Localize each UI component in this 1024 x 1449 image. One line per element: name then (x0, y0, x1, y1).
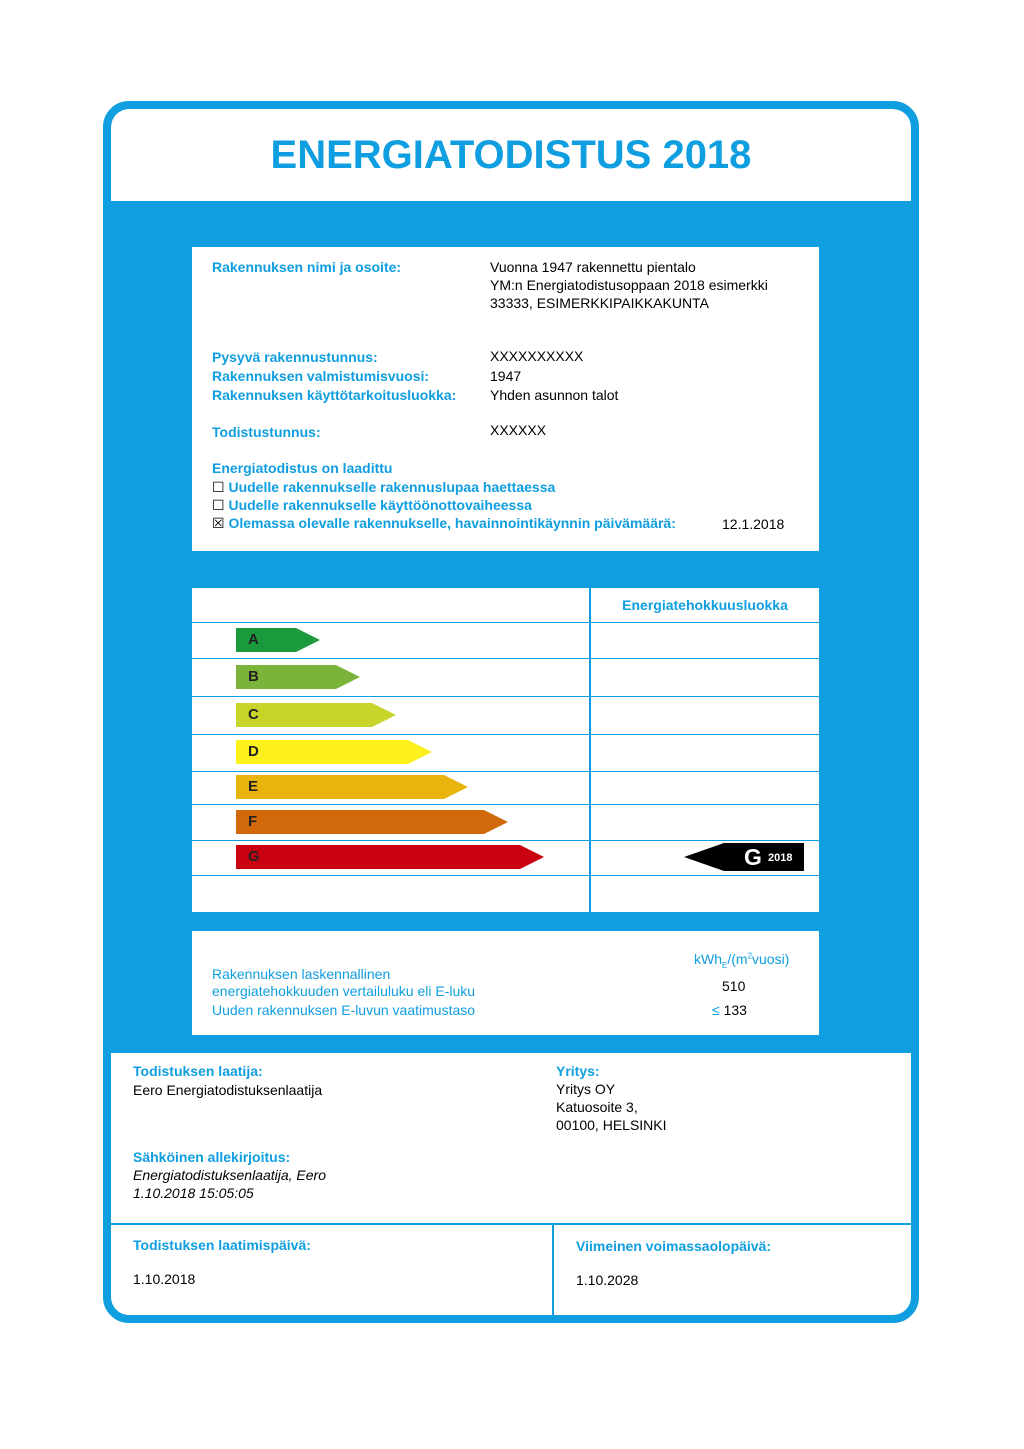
title-box (111, 109, 911, 201)
created-label: Todistuksen laatimispäivä: (133, 1237, 311, 1253)
unit-main: kWh (694, 951, 722, 967)
energy-class-arrow-a (236, 628, 320, 652)
unit-sup: 2 (747, 951, 753, 961)
company-line: 00100, HELSINKI (556, 1117, 667, 1133)
certificate-frame (103, 101, 919, 1323)
energy-class-arrow-g (236, 845, 544, 869)
result-rating-arrow (684, 843, 804, 871)
e-value: 510 (722, 978, 746, 994)
table-row-line (192, 696, 819, 697)
less-equal-symbol: ≤ (712, 1002, 720, 1018)
footer-divider (111, 1223, 911, 1225)
arrow-shape (236, 810, 508, 834)
made-for-label: Energiatodistus on laadittu (212, 460, 393, 476)
building-name-line: Vuonna 1947 rakennettu pientalo (490, 259, 696, 275)
class-value: Yhden asunnon talot (490, 387, 619, 403)
energy-class-letter: E (248, 778, 259, 795)
energy-class-letter: C (248, 706, 259, 723)
company-line: Yritys OY (556, 1081, 616, 1097)
option-label: Olemassa olevalle rakennukselle, havainnointikäynnin päivämäärä: (228, 515, 676, 531)
valid-label: Viimeinen voimassaolopäivä: (576, 1238, 772, 1254)
table-row-line (192, 734, 819, 735)
energy-class-letter: G (248, 848, 260, 865)
energy-class-letter: D (248, 743, 259, 760)
created-date: 1.10.2018 (133, 1271, 196, 1287)
option-label: Uudelle rakennukselle käyttöönottovaiheessa (228, 497, 532, 513)
option-row (212, 515, 676, 532)
table-row-line (192, 840, 819, 841)
signature-time: 1.10.2018 15:05:05 (133, 1185, 254, 1201)
company-label: Yritys: (556, 1063, 600, 1079)
table-row-line (192, 875, 819, 876)
e-value-panel (192, 931, 819, 1035)
checkbox-icon: ☐ (212, 497, 225, 513)
energy-class-letter: A (248, 631, 259, 648)
result-year: 2018 (768, 852, 793, 864)
author-label: Todistuksen laatija: (133, 1063, 263, 1079)
table-divider (589, 588, 591, 912)
class-label: Rakennuksen käyttötarkoitusluokka: (212, 387, 457, 403)
arrow-shape (236, 740, 432, 764)
option-row (212, 479, 555, 496)
energy-class-arrow-e (236, 775, 468, 799)
requirement-value (712, 1002, 747, 1018)
footer-divider (552, 1223, 554, 1323)
inspection-date: 12.1.2018 (722, 516, 785, 532)
energy-class-arrow-d (236, 740, 432, 764)
result-letter: G (744, 844, 762, 870)
requirement-number: 133 (723, 1002, 747, 1018)
table-row-line (192, 658, 819, 659)
unit-sub: E (722, 960, 728, 970)
option-label: Uudelle rakennukselle rakennuslupaa haettaessa (228, 479, 556, 495)
energy-class-letter: B (248, 668, 259, 685)
building-info-panel (192, 247, 819, 551)
cert-id-label: Todistustunnus: (212, 424, 321, 440)
option-row (212, 497, 532, 514)
page-title: ENERGIATODISTUS 2018 (270, 132, 752, 177)
energy-rating-table (192, 588, 819, 912)
cert-id-value: XXXXXX (490, 422, 547, 438)
year-label: Rakennuksen valmistumisvuosi: (212, 368, 430, 384)
author-name: Eero Energiatodistuksenlaatija (133, 1082, 323, 1098)
building-name-line: YM:n Energiatodistusoppaan 2018 esimerkki (490, 277, 768, 293)
company-line: Katuosoite 3, (556, 1099, 638, 1115)
arrow-shape (236, 703, 396, 727)
unit-rest: /(m (727, 951, 748, 967)
building-name-line: 33333, ESIMERKKIPAIKKAKUNTA (490, 295, 709, 311)
energy-class-arrow-f (236, 810, 508, 834)
table-row-line (192, 771, 819, 772)
building-name-label: Rakennuksen nimi ja osoite: (212, 259, 402, 275)
checkbox-icon: ☐ (212, 479, 225, 495)
valid-date: 1.10.2028 (576, 1272, 639, 1288)
arrow-shape (236, 845, 544, 869)
table-row-line (192, 622, 819, 623)
energy-class-arrow-c (236, 703, 396, 727)
energy-class-letter: F (248, 813, 258, 830)
building-id-label: Pysyvä rakennustunnus: (212, 349, 378, 365)
signature-name: Energiatodistuksenlaatija, Eero (133, 1167, 327, 1183)
signature-label: Sähköinen allekirjoitus: (133, 1149, 291, 1165)
certificate-footer (111, 1053, 911, 1323)
building-id-value: XXXXXXXXXX (490, 348, 584, 364)
energy-class-arrow-b (236, 665, 360, 689)
year-value: 1947 (490, 368, 522, 384)
unit-rest: vuosi) (752, 951, 790, 967)
unit-label (694, 951, 789, 970)
arrow-shape (236, 775, 468, 799)
rating-header: Energiatehokkuusluokka (622, 597, 788, 613)
checked-checkbox-icon: ☒ (212, 515, 225, 531)
e-value-label-line: Rakennuksen laskennallinen (212, 966, 391, 982)
e-value-label-line: energiatehokkuuden vertailuluku eli E-luku (212, 983, 476, 999)
requirement-label: Uuden rakennuksen E-luvun vaatimustaso (212, 1002, 476, 1018)
table-row-line (192, 804, 819, 805)
